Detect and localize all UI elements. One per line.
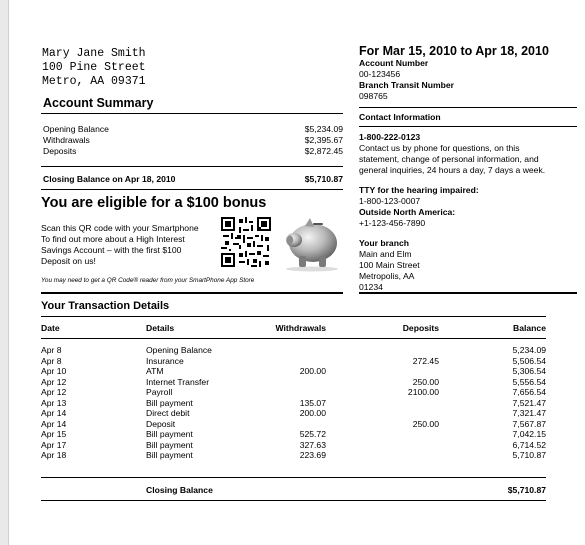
- promo-text: [41, 223, 219, 267]
- transactions-body: [9, 345, 585, 475]
- summary-bottom-rule: [41, 189, 343, 190]
- table-row: [9, 429, 585, 440]
- transactions-closing-row: [9, 485, 585, 496]
- cell-details: Deposit: [146, 418, 176, 429]
- cell-balance: 5,710.87: [512, 450, 546, 460]
- cell-date: Apr 14: [41, 418, 67, 429]
- cell-withdrawal: 525.72: [299, 429, 326, 439]
- cell-balance: 7,321.47: [512, 408, 546, 418]
- transactions-bottom-rule: [41, 477, 546, 478]
- promo-line: Scan this QR code with your Smartphone: [41, 223, 199, 233]
- promo-line: Deposit on us!: [41, 256, 96, 266]
- table-row: [9, 377, 585, 388]
- cell-date: Apr 12: [41, 376, 67, 387]
- col-details: Details: [146, 323, 175, 333]
- summary-row: [41, 135, 343, 146]
- transactions-end-rule: [41, 500, 546, 501]
- qr-code-icon: [221, 217, 271, 267]
- account-info: [359, 58, 454, 102]
- contact-text: Contact us by phone for questions, on this: [359, 143, 520, 153]
- contact-text: general inquiries, 24 hours a day, 7 days a week.: [359, 165, 546, 175]
- account-number: 00-123456: [359, 69, 401, 79]
- outside-label: Outside North America:: [359, 207, 456, 217]
- customer-address: [42, 47, 146, 89]
- promo-title: You are eligible for a $100 bonus: [41, 195, 267, 211]
- table-row: [9, 345, 585, 356]
- cell-balance: 5,306.54: [512, 366, 546, 376]
- customer-street: 100 Pine Street: [42, 61, 146, 74]
- branch-street: 100 Main Street: [359, 260, 420, 270]
- summary-rows: [41, 124, 343, 160]
- summary-label: Opening Balance: [43, 124, 109, 134]
- cell-balance: 7,521.47: [512, 397, 546, 408]
- cell-withdrawal: 200.00: [299, 408, 326, 418]
- transit-number: 098765: [359, 91, 388, 101]
- summary-value: $2,872.45: [304, 146, 343, 156]
- branch-city: Metropolis, AA: [359, 271, 415, 281]
- cell-balance: 7,042.15: [512, 429, 546, 439]
- cell-date: Apr 8: [41, 345, 62, 355]
- cell-deposit: 2100.00: [407, 387, 439, 397]
- table-row: [9, 366, 585, 377]
- transit-label: Branch Transit Number: [359, 80, 455, 90]
- promo-note: You may need to get a QR Code® reader from your SmartPhone App Store: [41, 277, 255, 284]
- transactions-closing-label: Closing Balance: [146, 485, 213, 495]
- table-row: [9, 398, 585, 409]
- promo-line: Savings Account – with the first $100: [41, 245, 182, 255]
- contact-title: Contact Information: [359, 112, 441, 122]
- summary-row: [41, 146, 343, 157]
- summary-value: $5,234.09: [304, 124, 343, 134]
- transactions-closing-value: $5,710.87: [507, 485, 546, 495]
- cell-balance: 6,714.52: [512, 439, 546, 450]
- cell-balance: 5,506.54: [512, 355, 546, 366]
- col-date: Date: [41, 323, 60, 333]
- cell-details: Internet Transfer: [146, 376, 210, 387]
- branch-name: Main and Elm: [359, 249, 412, 259]
- statement-page: [8, 0, 585, 545]
- outside-number: +1-123-456-7890: [359, 218, 426, 228]
- cell-details: Bill payment: [146, 450, 193, 460]
- table-row: [9, 450, 585, 461]
- cell-details: Bill payment: [146, 429, 193, 439]
- statement-period: For Mar 15, 2010 to Apr 18, 2010: [359, 44, 549, 58]
- branch-zip: 01234: [359, 282, 383, 292]
- cell-date: Apr 17: [41, 439, 67, 450]
- account-number-label: Account Number: [359, 58, 429, 68]
- contact-phone: 1-800-222-0123: [359, 132, 421, 142]
- transactions-header-rule: [41, 338, 546, 339]
- contact-top-rule: [359, 107, 577, 108]
- transactions-title: Your Transaction Details: [41, 300, 170, 312]
- table-row: [9, 440, 585, 451]
- summary-closing-value: $5,710.87: [304, 174, 343, 184]
- cell-balance: 7,567.87: [512, 418, 546, 429]
- cell-details: Direct debit: [146, 408, 190, 418]
- cell-balance: 5,556.54: [512, 376, 546, 387]
- cell-date: Apr 15: [41, 429, 67, 439]
- customer-city: Metro, AA 09371: [42, 75, 146, 88]
- promo-bottom-rule: [41, 292, 343, 294]
- cell-withdrawal: 327.63: [299, 439, 326, 450]
- summary-label: Deposits: [43, 146, 77, 156]
- account-summary-title: Account Summary: [43, 96, 154, 110]
- col-deposits: Deposits: [402, 323, 439, 333]
- contact-block: [359, 132, 585, 293]
- cell-details: Payroll: [146, 387, 173, 397]
- table-row: [9, 408, 585, 419]
- cell-details: Insurance: [146, 355, 184, 366]
- cell-deposit: 272.45: [412, 355, 439, 366]
- cell-details: ATM: [146, 366, 164, 376]
- cell-details: Bill payment: [146, 397, 193, 408]
- cell-deposit: 250.00: [412, 376, 439, 387]
- summary-value: $2,395.67: [304, 135, 343, 145]
- cell-deposit: 250.00: [412, 418, 439, 429]
- promo-line: To find out more about a High Interest: [41, 234, 185, 244]
- summary-row: [41, 124, 343, 135]
- cell-date: Apr 14: [41, 408, 67, 418]
- cell-date: Apr 13: [41, 397, 67, 408]
- table-row: [9, 387, 585, 398]
- cell-balance: 7,656.54: [512, 387, 546, 397]
- contact-text: statement, change of personal information, and: [359, 154, 539, 164]
- table-row: [9, 356, 585, 367]
- contact-title-rule: [359, 126, 577, 127]
- cell-details: Bill payment: [146, 439, 193, 450]
- transactions-header: [9, 323, 585, 334]
- cell-balance: 5,234.09: [512, 345, 546, 355]
- cell-withdrawal: 200.00: [299, 366, 326, 376]
- summary-label: Withdrawals: [43, 135, 90, 145]
- table-row: [9, 419, 585, 430]
- cell-date: Apr 18: [41, 450, 67, 460]
- cell-withdrawal: 135.07: [299, 397, 326, 408]
- cell-date: Apr 10: [41, 366, 67, 376]
- summary-closing-label: Closing Balance on Apr 18, 2010: [43, 174, 176, 184]
- tty-number: 1-800-123-0007: [359, 196, 421, 206]
- col-balance: Balance: [513, 323, 546, 333]
- branch-label: Your branch: [359, 238, 409, 248]
- piggy-bank-icon: [281, 212, 343, 272]
- cell-date: Apr 12: [41, 387, 67, 397]
- tty-label: TTY for the hearing impaired:: [359, 185, 479, 195]
- contact-bottom-rule: [359, 292, 577, 294]
- summary-closing-row: [41, 174, 343, 185]
- cell-date: Apr 8: [41, 355, 62, 366]
- summary-top-rule: [41, 113, 343, 114]
- col-withdrawals: Withdrawals: [275, 323, 326, 333]
- transactions-top-rule: [41, 316, 546, 317]
- summary-mid-rule: [41, 166, 343, 167]
- cell-details: Opening Balance: [146, 345, 212, 355]
- customer-name: Mary Jane Smith: [42, 47, 146, 60]
- cell-withdrawal: 223.69: [299, 450, 326, 460]
